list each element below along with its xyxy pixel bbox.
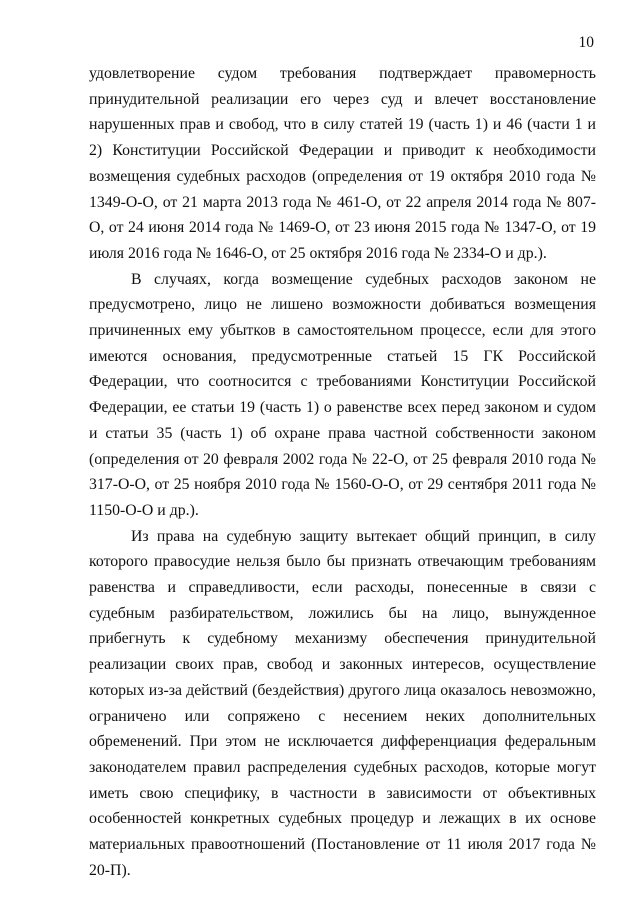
paragraph-judicial-protection-principle: Из права на судебную защиту вытекает общий принцип, в силу которого правосудие нельзя было бы признать отвечающим требованиям равенства и справедливости, если расходы, понесенные в связи с судебным разбирательством, ложились бы на лицо, вынужденное прибегнуть к судебному механизму обеспечения принудительной реализации своих прав, свобод и законных интересов, осуществление которых из-за действий (бездействия) другого лица оказалось невозможно, ограничено или сопряжено с несением неких дополнительных обременений. При этом не исключается дифференциация федеральным законодателем правил распределения судебных расходов, которые могут иметь свою специфику, в частности в зависимости от объективных особенностей конкретных судебных процедур и лежащих в их основе материальных правоотношений (Постановление от 11 июля 2017 года № 20-П). (89, 527, 596, 879)
document-body (89, 61, 596, 884)
paragraph-compensation-of-losses: В случаях, когда возмещение судебных расходов законом не предусмотрено, лицо не лишено возможности добиваться возмещения причиненных ему убытков в самостоятельном процессе, если для этого имеются основания, предусмотренные статьей 15 ГК Российской Федерации, что соотносится с требованиями Конституции Российской Федерации, ее статьи 19 (часть 1) о равенстве всех перед законом и судом и статьи 35 (часть 1) об охране права частной собственности законом (определения от 20 февраля 2002 года № 22-О, от 25 февраля 2010 года № 317-О-О, от 25 ноября 2010 года № 1560-О-О, от 29 сентября 2011 года № 1150-О-О и др.). (89, 270, 596, 519)
page-number: 10 (578, 34, 594, 51)
paragraph-continuation: удовлетворение судом требования подтверждает правомерность принудительной реализации его через суд и влечет восстановление нарушенных прав и свобод, что в силу статей 19 (часть 1) и 46 (части 1 и 2) Конституции Российской Федерации и приводит к необходимости возмещения судебных расходов (определения от 19 октября 2010 года № 1349-О-О, от 21 марта 2013 года № 461-О, от 22 апреля 2014 года № 807-О, от 24 июня 2014 года № 1469-О, от 23 июня 2015 года № 1347-О, от 19 июля 2016 года № 1646-О, от 25 октября 2016 года № 2334-О и др.). (89, 65, 596, 262)
